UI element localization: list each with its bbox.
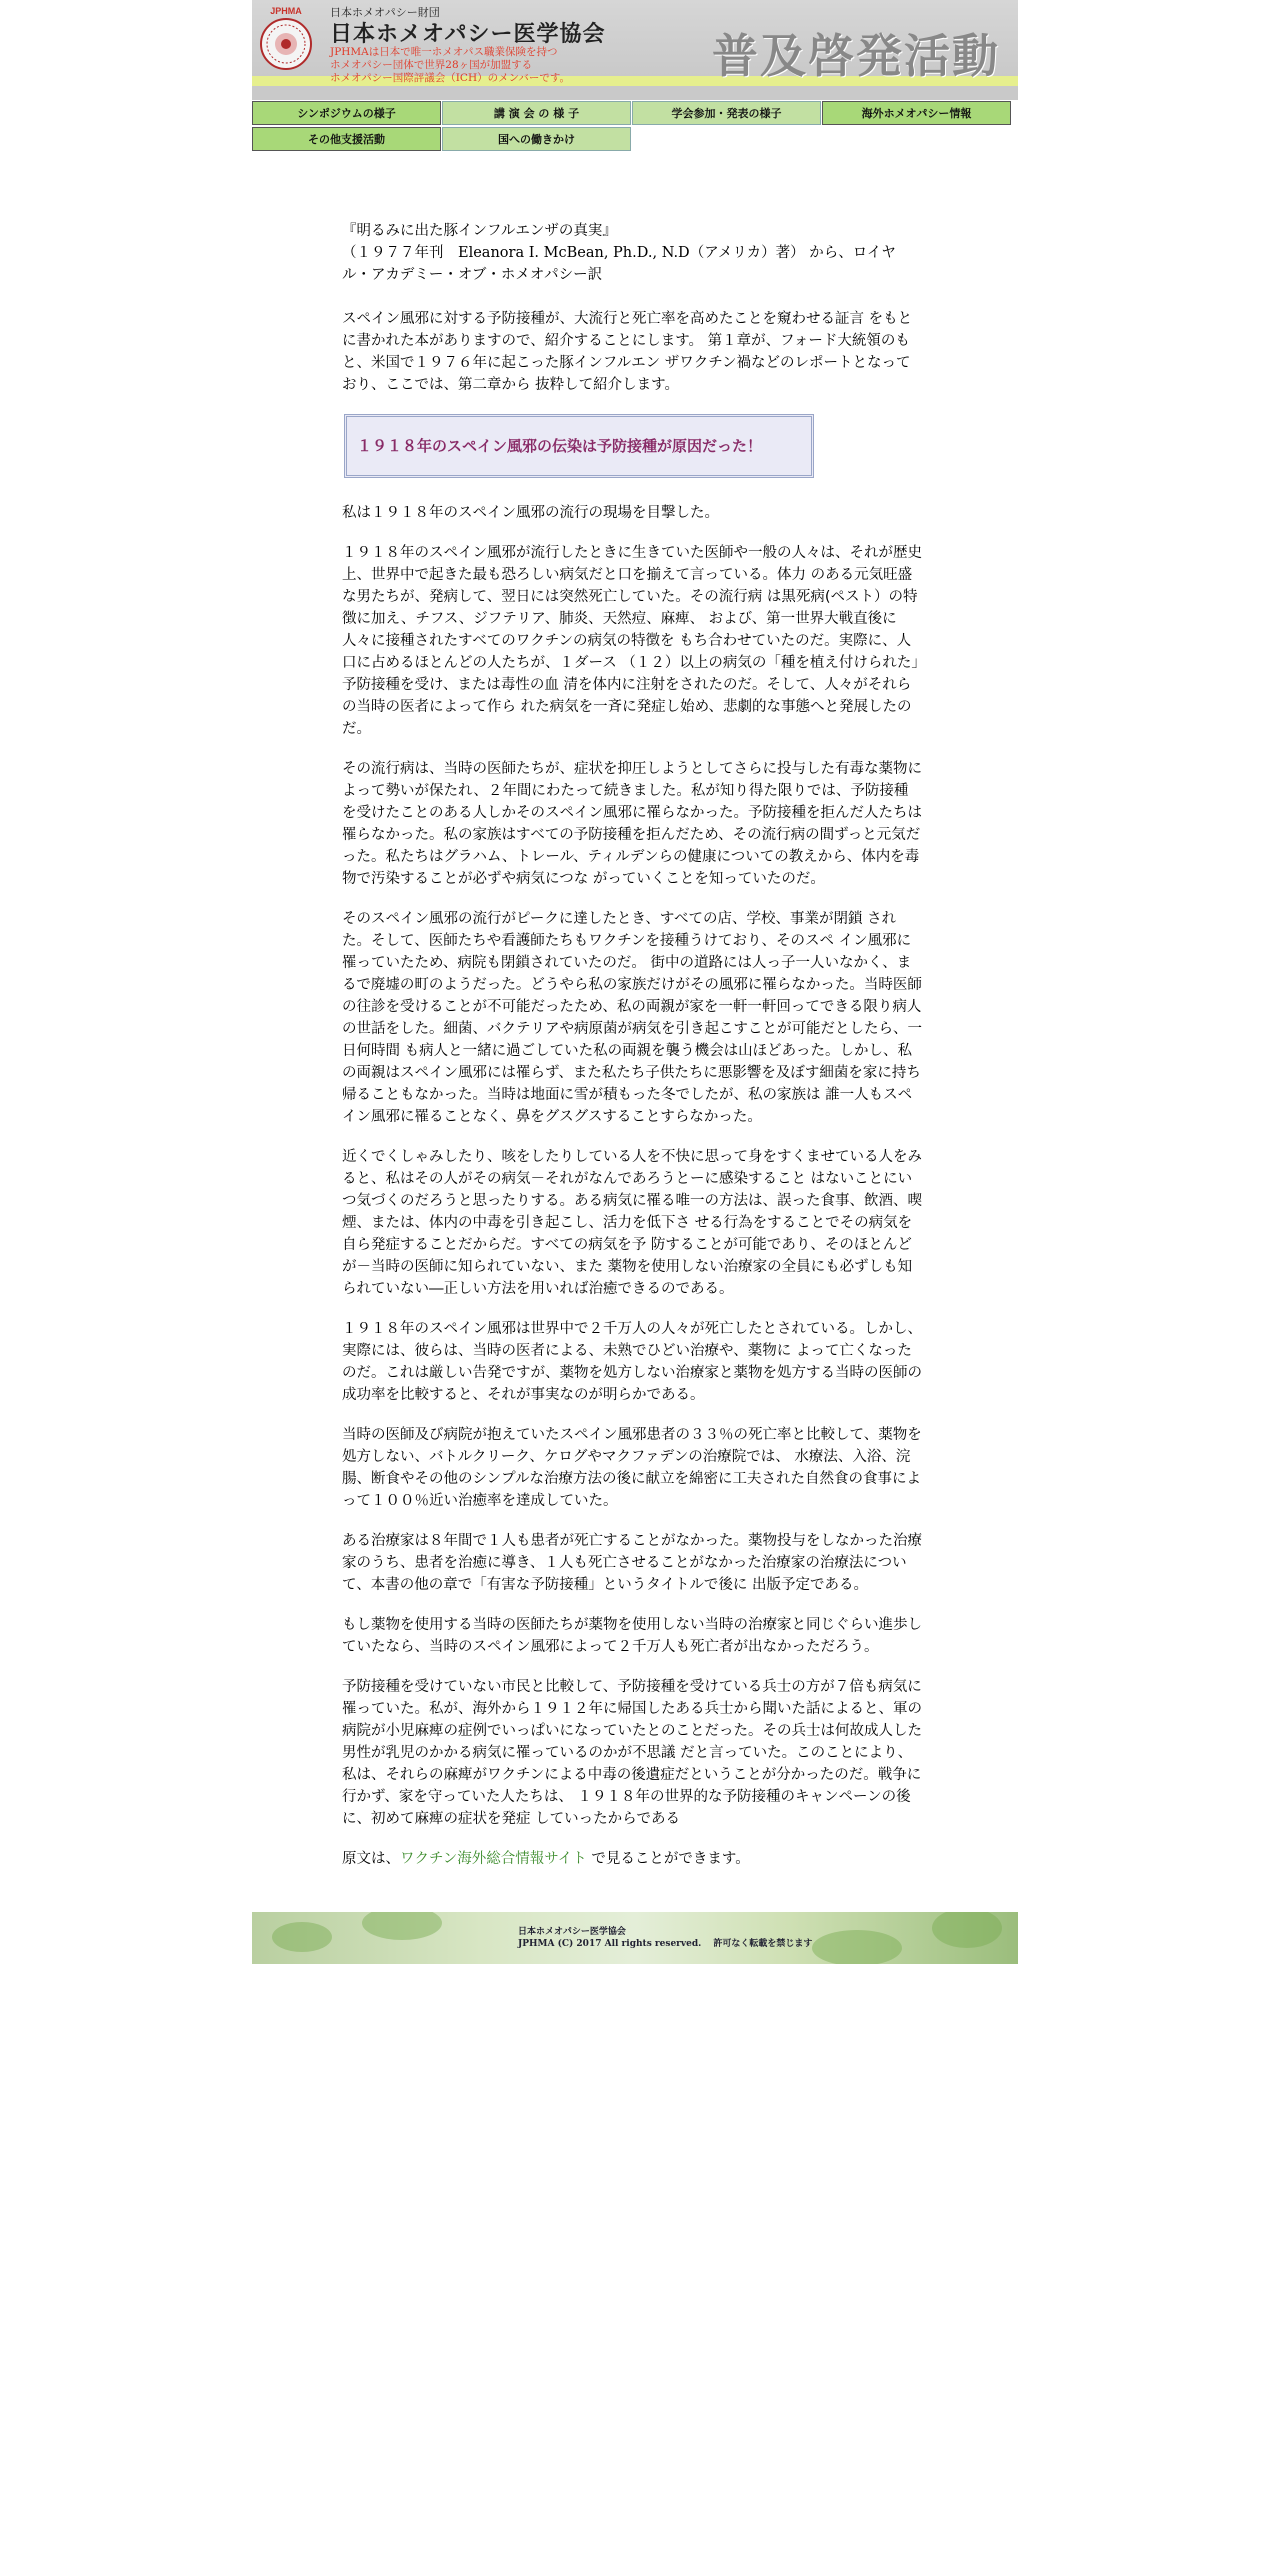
leaf-decoration bbox=[932, 1912, 1002, 1948]
body-paragraph: ある治療家は８年間で１人も患者が死亡することがなかった。薬物投与をしなかった治療家のうち、患者を治癒に導き、１人も死亡させることがなかった治療家の治療法について、本書の他の章で「有害な予防接種」というタイトルで後に 出版予定である。 bbox=[342, 1533, 922, 1593]
nav-government[interactable]: 国への働きかけ bbox=[442, 127, 631, 151]
body-paragraph: 予防接種を受けていない市民と比較して、予防接種を受けている兵士の方が７倍も病気に罹っていた。私が、海外から１９１２年に帰国したある兵士から聞いた話によると、軍の病院が小児麻痺の症例でいっぱいになっていたとのことだった。その兵士は何故成人した男性が乳児のかかる病気に罹っているのかが不思議 だと言っていた。このことにより、私は、それらの麻痺がワクチンによる中毒の後遺症だということが分かったのだ。戦争に行かず、家を守っていた人たちは、 １９１８年の世界的な予防接種のキャンペーンの後に、初めて麻痺の症状を発症 していったからである bbox=[342, 1679, 922, 1827]
jphma-logo[interactable] bbox=[256, 4, 316, 72]
body-paragraph: １９１８年のスペイン風邪は世界中で２千万人の人々が死亡したとされている。しかし、実際には、彼らは、当時の医者による、未熟でひどい治療や、薬物に よって亡くなったのだ。これは厳しい告発ですが、薬物を処方しない治療家と薬物を処方する当時の医師の成功率を比較すると、それが事実なのが明らかである。 bbox=[342, 1321, 922, 1403]
org-name: 日本ホメオパシー医学協会 bbox=[330, 21, 606, 47]
page-wrapper bbox=[252, 0, 1018, 1964]
body-paragraph: 近くでくしゃみしたり、咳をしたりしている人を不快に思って身をすくませている人をみると、私はその人がその病気－それがなんであろうとーに感染すること はないことにいつ気づくのだろうと思ったりする。ある病気に罹る唯一の方法は、誤った食事、飲酒、喫煙、または、体内の中毒を引き起こし、活力を低下さ せる行為をすることでその病気を自ら発症することだからだ。すべての病気を予 防することが可能であり、そのほとんどが－当時の医師に知られていない、また 薬物を使用しない治療家の全員にも必ずしも知られていない―正しい方法を用いれば治癒できるのである。 bbox=[342, 1149, 922, 1297]
nav-other-support[interactable]: その他支援活動 bbox=[252, 127, 441, 151]
nav-menu bbox=[252, 100, 1018, 152]
body-paragraph: 当時の医師及び病院が抱えていたスペイン風邪患者の３３％の死亡率と比較して、薬物を処方しない、バトルクリーク、ケログやマクファデンの治療院では、 水療法、入浴、浣腸、断食やその他のシンプルな治療方法の後に献立を綿密に工夫された自然食の食事によって１００％近い治癒率を達成していた。 bbox=[342, 1427, 922, 1509]
org-description bbox=[330, 46, 570, 85]
logo-text: JPHMA bbox=[270, 6, 302, 16]
nav-overseas-info[interactable]: 海外ホメオパシー情報 bbox=[822, 101, 1011, 125]
leaf-decoration bbox=[272, 1922, 332, 1952]
org-foundation-name: 日本ホメオパシー財団 bbox=[330, 6, 440, 19]
org-desc-line: ホメオパシー団体で世界28ヶ国が加盟する bbox=[330, 59, 533, 71]
leaf-decoration bbox=[812, 1930, 902, 1964]
leaf-decoration bbox=[362, 1912, 442, 1940]
source-prefix: 原文は、 bbox=[342, 1851, 400, 1867]
header-divider bbox=[252, 86, 1018, 100]
footer-rights: JPHMA (C) 2017 All rights reserved. 許可なく転載を禁じます bbox=[518, 1939, 813, 1949]
body-paragraph: その流行病は、当時の医師たちが、症状を抑圧しようとしてさらに投与した有毒な薬物によって勢いが保たれ、２年間にわたって続きました。私が知り得た限りでは、予防接種を受けたことのある人しかそのスペイン風邪に罹らなかった。予防接種を拒んだ人たちは罹らなかった。私の家族はすべての予防接種を拒んだため、その流行病の間ずっと元気だった。私たちはグラハム、トレール、ティルデンらの健康についての教えから、体内を毒物で汚染することが必ずや病気につな がっていくことを知っていたのだ。 bbox=[342, 761, 922, 887]
nav-conference[interactable]: 学会参加・発表の様子 bbox=[632, 101, 821, 125]
section-heading: １９１８年のスペイン風邪の伝染は予防接種が原因だった！ bbox=[344, 414, 814, 478]
nav-lecture[interactable]: 講 演 会 の 様 子 bbox=[442, 101, 631, 125]
source-paragraph bbox=[342, 1848, 922, 1870]
body-paragraph: もし薬物を使用する当時の医師たちが薬物を使用しない当時の治療家と同じぐらい進歩していたなら、当時のスペイン風邪によって２千万人も死亡者が出なかっただろう。 bbox=[342, 1617, 922, 1655]
intro-paragraph: スペイン風邪に対する予防接種が、大流行と死亡率を高めたことを窺わせる証言 をもとに書かれた本がありますので、紹介することにします。 第１章が、フォード大統領のもと、米国で１９７６年に起こった豚インフルエン ザワクチン禍などのレポートとなっており、ここでは、第二章から 抜粋して紹介します。 bbox=[342, 311, 913, 393]
footer-copyright bbox=[518, 1926, 812, 1950]
article bbox=[342, 220, 922, 1870]
book-title: 『明るみに出た豚インフルエンザの真実』 bbox=[342, 223, 617, 239]
body-paragraph: １９１８年のスペイン風邪が流行したときに生きていた医師や一般の人々は、それが歴史上、世界中で起きた最も恐ろしい病気だと口を揃えて言っている。体力 のある元気旺盛な男たちが、発病して、翌日には突然死亡していた。その流行病 は黒死病(ペスト）の特徴に加え、チフス、ジフテリア、肺炎、天然痘、麻痺、 および、第一世界大戦直後に人々に接種されたすべてのワクチンの病気の特徴を もち合わせていたのだ。実際に、人口に占めるほとんどの人たちが、１ダース （１２）以上の病気の「種を植え付けられた」予防接種を受け、または毒性の血 清を体内に注射をされたのだ。そして、人々がそれらの当時の医者によって作ら れた病気を一斉に発症し始め、悲劇的な事態へと発展したのだ。 bbox=[342, 545, 922, 737]
footer-org-name: 日本ホメオパシー医学協会 bbox=[518, 1927, 626, 1937]
book-citation bbox=[342, 220, 922, 286]
source-suffix: で見ることができます。 bbox=[586, 1851, 750, 1867]
site-footer bbox=[252, 1912, 1018, 1964]
site-header bbox=[252, 0, 1018, 84]
org-desc-line: ホメオパシー国際評議会（ICH）のメンバーです。 bbox=[330, 72, 571, 84]
nav-symposium[interactable]: シンポジウムの様子 bbox=[252, 101, 441, 125]
page-title: 普及啓発活動 bbox=[712, 29, 1000, 83]
vaccine-info-link[interactable]: ワクチン海外総合情報サイト bbox=[400, 1851, 587, 1867]
body-paragraph: そのスペイン風邪の流行がピークに達したとき、すべての店、学校、事業が閉鎖 された。そして、医師たちや看護師たちもワクチンを接種うけており、そのスペ イン風邪に罹っていたため、病院も閉鎖されていたのだ。 街中の道路には人っ子一人いなかく、まるで廃墟の町のようだった。どうやら私の家族だけがその風邪に罹らなかった。当時医師の往診を受けることが不可能だったため、私の両親が家を一軒一軒回ってできる限り病人の世話をした。細菌、バクテリアや病原菌が病気を引き起こすことが可能だとしたら、一日何時間 も病人と一緒に過ごしていた私の両親を襲う機会は山ほどあった。しかし、私の両親はスペイン風邪には罹らず、また私たち子供たちに悪影響を及ぼす細菌を家に持ち帰ることもなかった。当時は地面に雪が積もった冬でしたが、私の家族は 誰一人もスペイン風邪に罹ることなく、鼻をグスグスすることすらなかった。 bbox=[342, 911, 922, 1125]
book-author: （１９７７年刊 Eleanora I. McBean, Ph.D., N.D（アメリカ）著） から、ロイヤル・アカデミー・オブ・ホメオパシー訳 bbox=[342, 245, 896, 283]
body-paragraph: 私は１９１８年のスペイン風邪の流行の現場を目撃した。 bbox=[342, 505, 719, 521]
org-desc-line: JPHMAは日本で唯一ホメオパス職業保険を持つ bbox=[330, 46, 558, 58]
